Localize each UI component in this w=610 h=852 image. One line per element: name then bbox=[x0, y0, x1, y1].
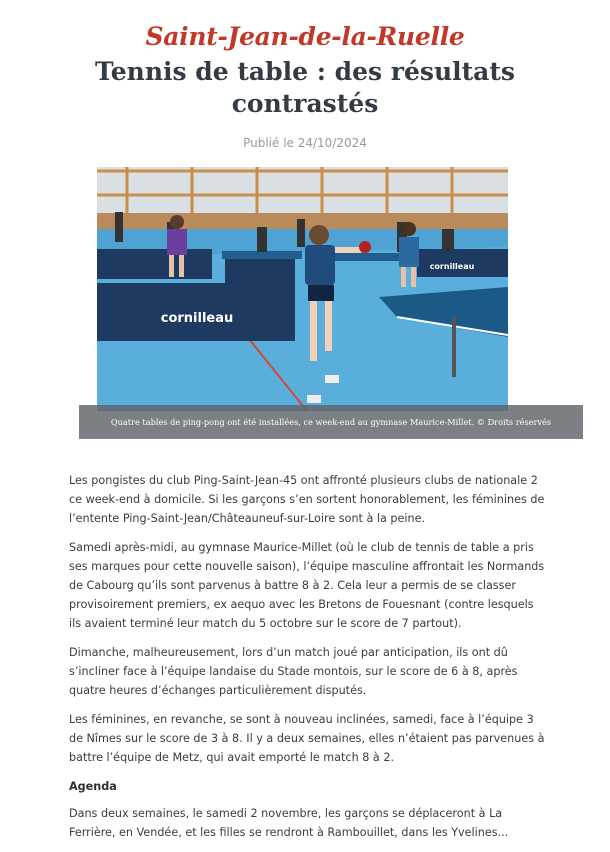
paragraph: Les féminines, en revanche, se sont à nouveau inclinées, samedi, face à l’équipe 3 de Nîmes sur le score de 3 à 8. Il y a deux semaines, elles n’étaient pas parvenues à battre l’équipe de Metz, qui avait emporté le match 8 à 2. bbox=[69, 713, 545, 764]
paragraph: Dimanche, malheureusement, lors d’un match joué par anticipation, ils ont dû s’incliner face à l’équipe landaise du Stade montois, sur le score de 6 à 8, après quatre heures d’échanges particulièrement disputés. bbox=[69, 646, 518, 697]
paragraph: Samedi après-midi, au gymnase Maurice-Millet (où le club de tennis de table a pris ses marques pour cette nouvelle saison), l’équipe masculine affrontait les Normands de Cabourg qu’ils sont parvenus à battre 8 à 2. Cela leur a permis de se classer provisoirement premiers, ex aequo avec les Bretons de Fouesnant (contre lesquels ils avaient terminé leur match du 5 octobre sur le score de 7 partout). bbox=[69, 541, 545, 630]
article-photo[interactable] bbox=[97, 167, 508, 411]
article-title: Tennis de table : des résultats contrastés bbox=[95, 57, 515, 118]
article-kicker: Saint-Jean-de-la-Ruelle bbox=[145, 22, 465, 51]
agenda-paragraph: Dans deux semaines, le samedi 2 novembre, les garçons se déplaceront à La Ferrière, en Vendée, et les filles se rendront à Rambouillet, dans les Yvelines... bbox=[69, 807, 509, 839]
banner-brand-text: cornilleau bbox=[160, 311, 234, 326]
photo-caption: Quatre tables de ping-pong ont été installées, ce week-end au gymnase Maurice-Millet. © Droits réservés bbox=[110, 417, 552, 427]
ping-pong-gym-photo bbox=[97, 167, 508, 411]
publication-date: Publié le 24/10/2024 bbox=[243, 136, 367, 150]
agenda-heading: Agenda bbox=[69, 780, 117, 793]
banner-brand-text-right: cornilleau bbox=[429, 262, 475, 271]
article-body bbox=[69, 471, 547, 852]
paragraph: Les pongistes du club Ping-Saint-Jean-45 ont affronté plusieurs clubs de nationale 2 ce week-end à domicile. Si les garçons s’en sortent honorablement, les féminines de l’entente Ping-Saint-Jean/Châteauneuf-sur-Loire sont à la peine. bbox=[69, 474, 545, 525]
